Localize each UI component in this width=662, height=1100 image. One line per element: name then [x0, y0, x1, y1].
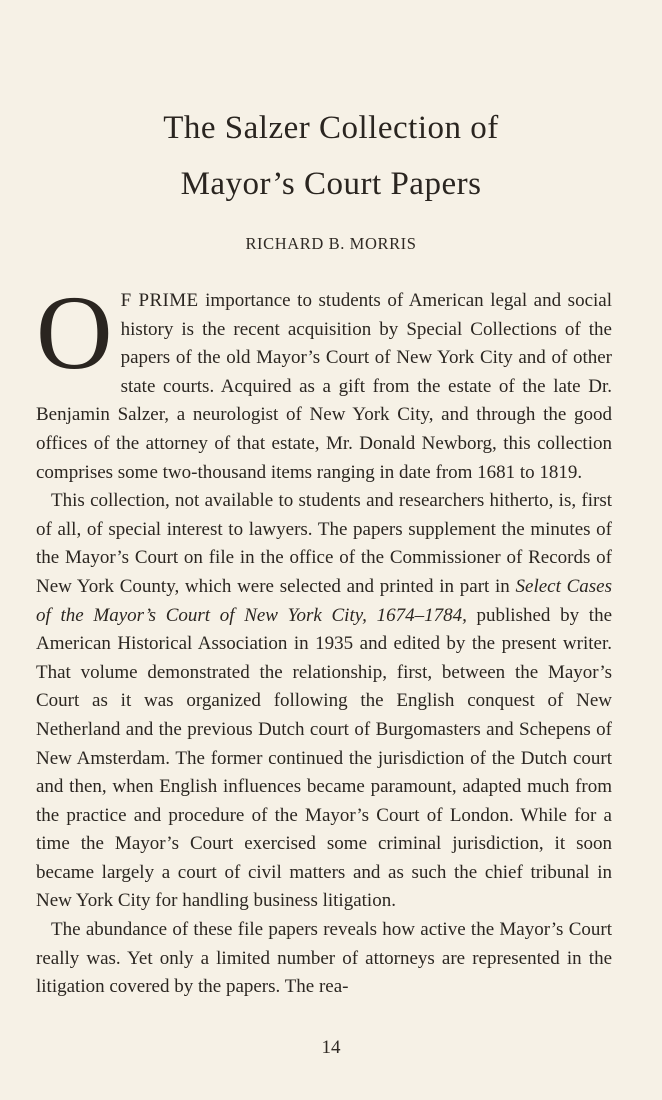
book-title-italic: Select Cases of the Mayor’s Court of New York City, 1674–1784,	[36, 575, 612, 626]
paragraph-2-text-after-italic: published by the American Historical Association in 1935 and edited by the present writer. That volume demonstrated the relationship, first, between the Mayor’s Court as it was organized following the English conquest of New Netherland and the previous Dutch court of Burgomasters and Schepens of New Amsterdam. The former continued the jurisdiction of the Dutch court and then, when English influences became paramount, adapted much from the practice and procedure of the Mayor’s Court of London. While for a time the Mayor’s Court exercised some criminal jurisdiction, it soon became largely a court of civil matters and as such the chief tribunal in New York City for handling business litigation.	[36, 604, 612, 912]
paragraph-1-opening: F PRIME	[120, 290, 199, 311]
page-number: 14	[321, 1037, 341, 1058]
author-byline: RICHARD B. MORRIS	[245, 234, 417, 253]
paragraph-2	[36, 487, 612, 916]
article-body	[36, 274, 612, 1002]
paragraph-1-text: importance to students of American legal and social history is the recent acquisition by Special Collections of the papers of the old Mayor’s Court of New York City and of other state courts. Acquired as a gift from the estate of the late Dr. Benjamin Salzer, a neurologist of New York City, and through the good offices of the attorney of that estate, Mr. Donald Newborg, this collection comprises some two-thousand items ranging in date from 1681 to 1819.	[36, 290, 612, 483]
paragraph-2-text-before-italic: This collection, not available to students and researchers hitherto, is, first of all, of special interest to lawyers. The papers supplement the minutes of the Mayor’s Court on file in the office of the Commissioner of Records of New York County, which were selected and printed in part in	[36, 490, 612, 597]
paragraph-1	[36, 274, 612, 487]
drop-cap: O	[36, 274, 113, 391]
article-title-line-2: Mayor’s Court Papers	[180, 166, 482, 202]
paragraph-3-text: The abundance of these file papers reveals how active the Mayor’s Court really was. Yet only a limited number of attorneys are represented in the litigation covered by the papers. The rea-	[36, 919, 612, 998]
paragraph-3	[36, 916, 612, 1002]
article-title-line-1: The Salzer Collection of	[163, 110, 499, 146]
